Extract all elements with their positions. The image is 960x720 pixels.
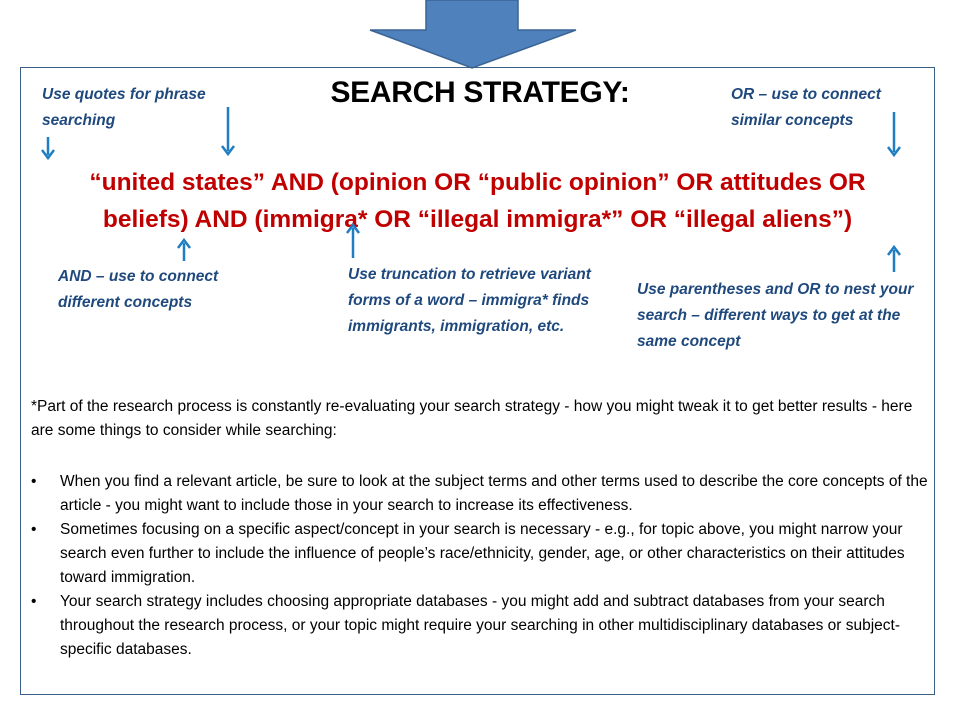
list-item: • Your search strategy includes choosing appropriate databases - you might add and subtract databases from your search throughout the research process, or your topic might require your searching in other multidisciplinary databases or subject-specific databases. — [31, 590, 931, 662]
intro-paragraph: *Part of the research process is constantly re-evaluating your search strategy - how you might tweak it to get better results - here are some things to consider while searching: — [31, 398, 913, 439]
down-arrow-icon — [885, 112, 903, 160]
down-arrow-icon — [219, 107, 237, 159]
list-item: • When you find a relevant article, be sure to look at the subject terms and other terms used to describe the core concepts of the article - you might want to include those in your search to increase its effectiveness. — [31, 470, 931, 518]
up-arrow-icon — [885, 244, 903, 272]
note-quotes: Use quotes for phrase searching — [42, 86, 206, 129]
note-and-different: AND – use to connect different concepts — [58, 268, 219, 311]
down-arrow-icon — [39, 137, 57, 163]
up-arrow-icon — [344, 222, 362, 258]
up-arrow-icon — [175, 237, 193, 261]
note-truncation: Use truncation to retrieve variant forms of a word – immigra* finds immigrants, immigration, etc. — [348, 266, 591, 335]
big-down-arrow — [368, 0, 578, 70]
note-or-similar: OR – use to connect similar concepts — [731, 86, 881, 129]
slide-title: SEARCH STRATEGY: — [330, 76, 630, 109]
list-item: • Sometimes focusing on a specific aspect/concept in your search is necessary - e.g., for topic above, you might narrow your search even further to include the influence of people’s race/ethnicity, gender, age, or other characteristics on their attitudes toward immigration. — [31, 518, 931, 590]
query-line-1: “united states” AND (opinion OR “public opinion” OR attitudes OR — [89, 169, 866, 196]
tips-list — [31, 470, 931, 662]
note-parentheses: Use parentheses and OR to nest your search – different ways to get at the same concept — [637, 281, 914, 350]
query-line-2: beliefs) AND (immigra* OR “illegal immigra*” OR “illegal aliens”) — [102, 206, 853, 233]
